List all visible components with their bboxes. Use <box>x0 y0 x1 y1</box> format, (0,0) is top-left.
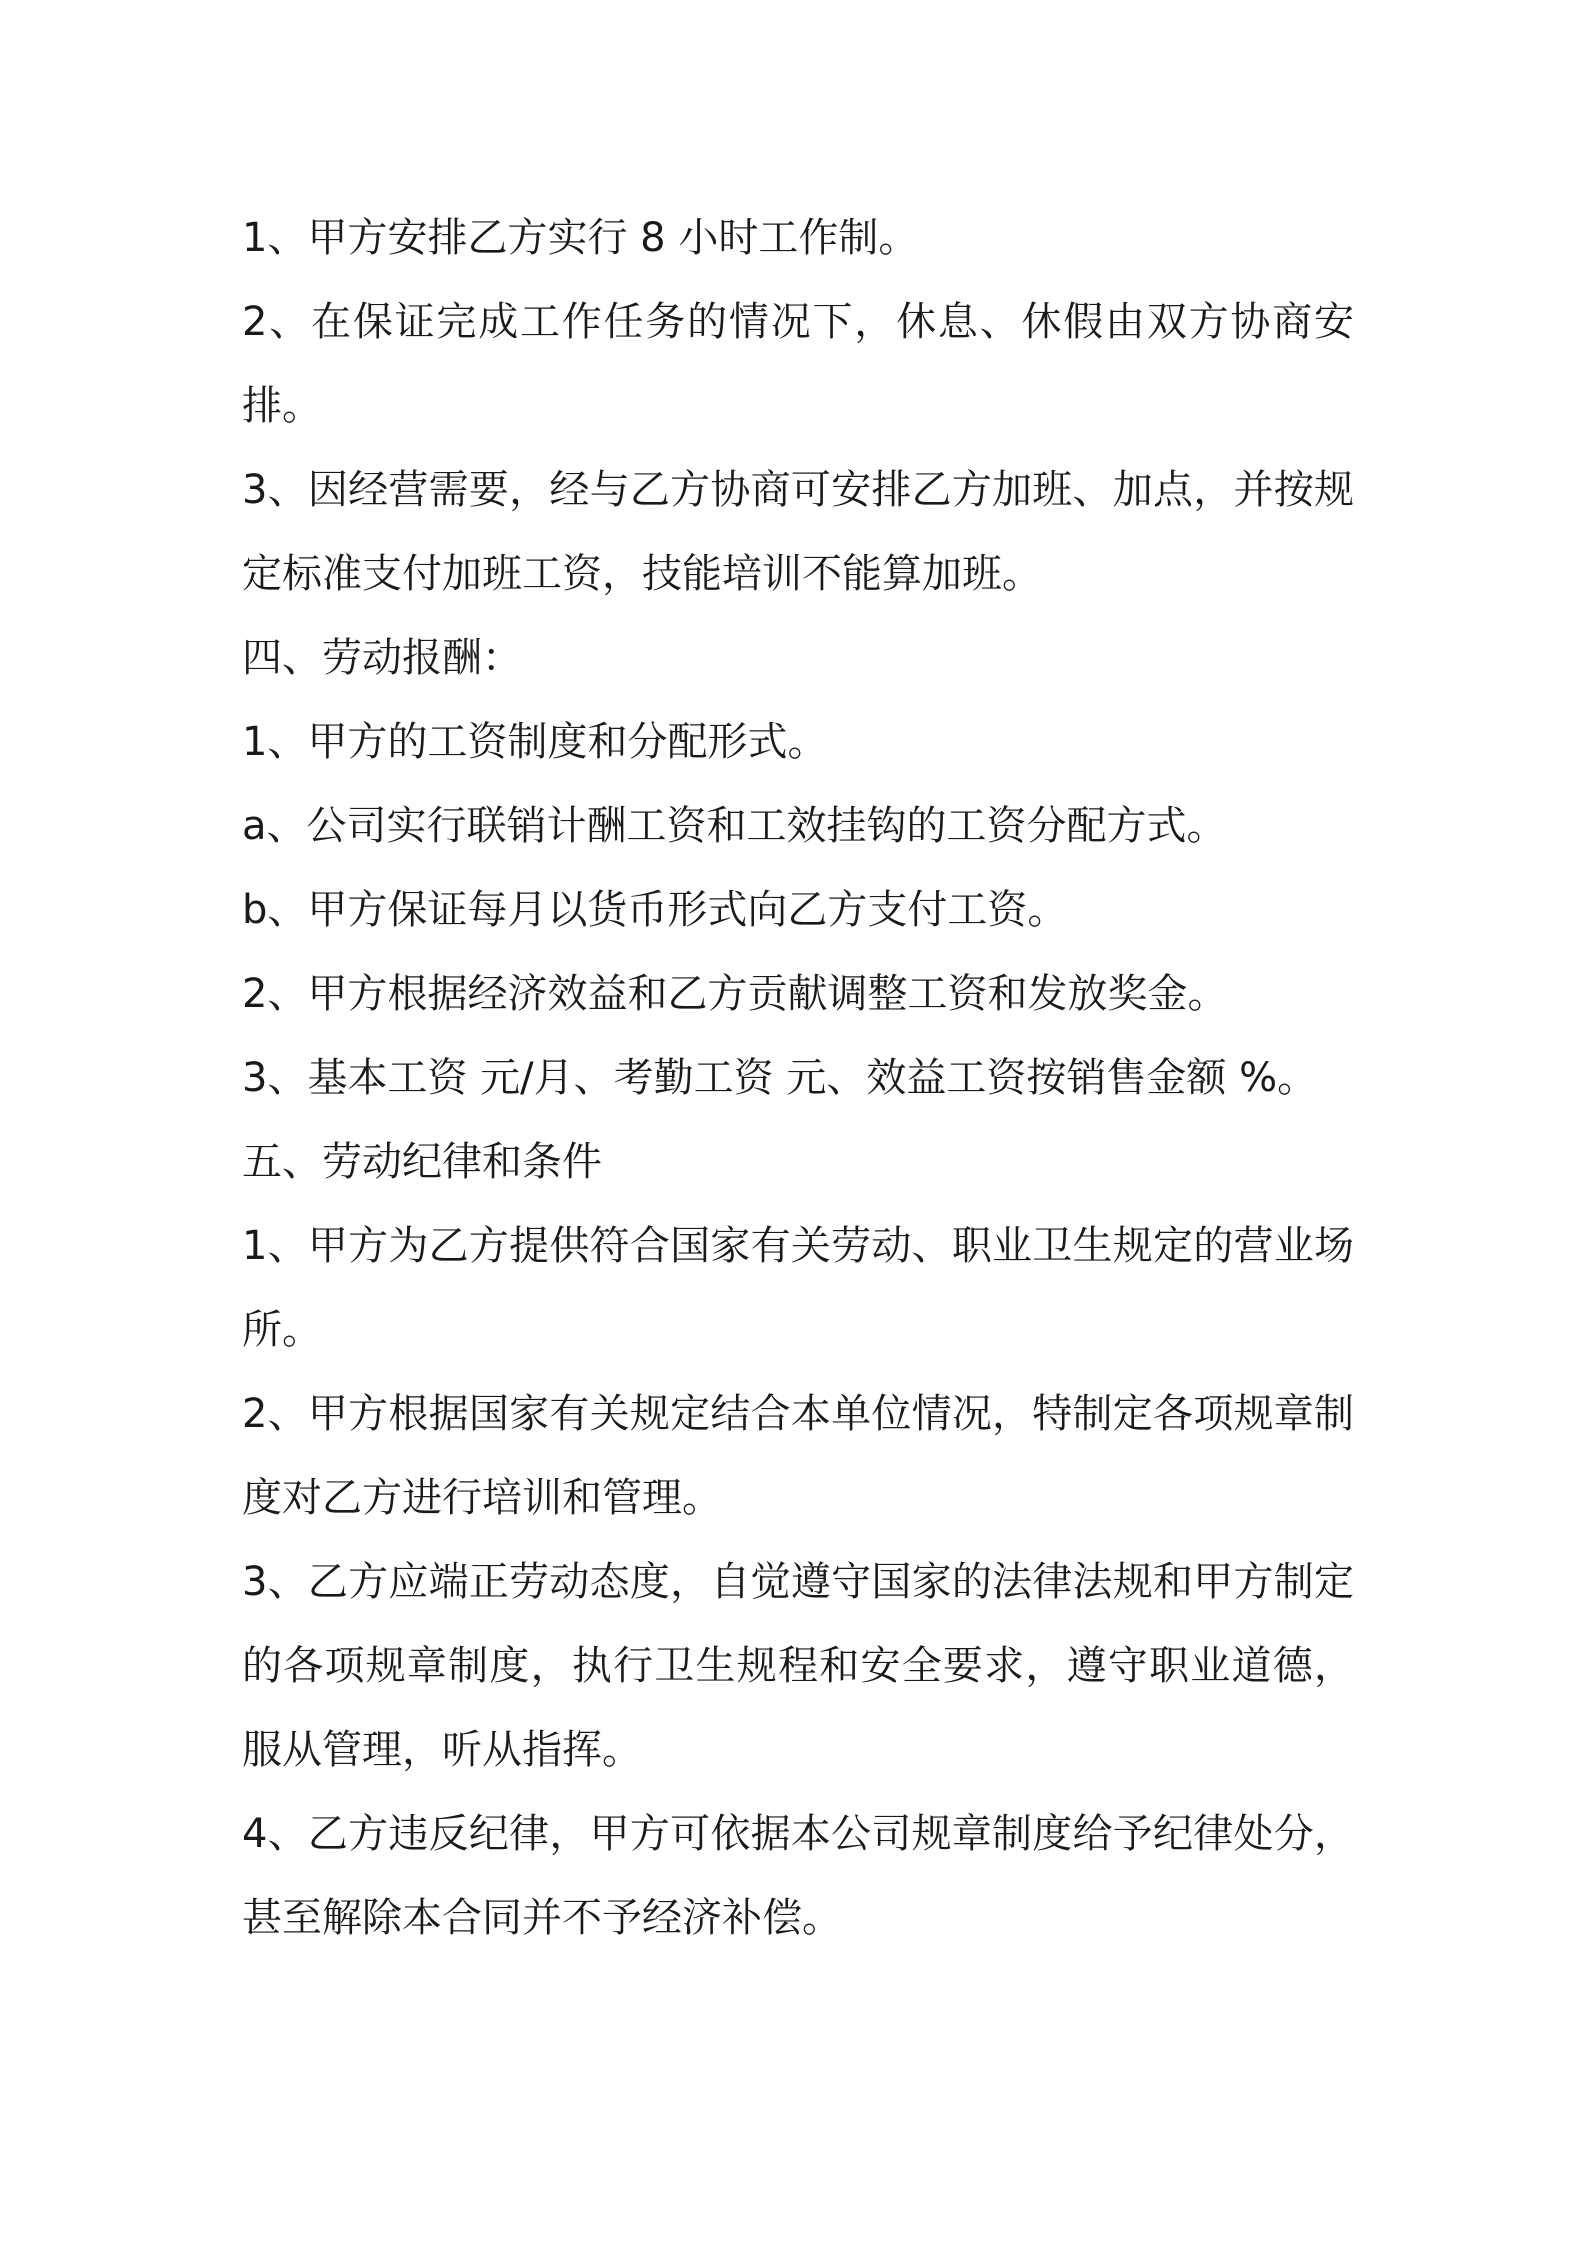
paragraph-basic-wage: 3、基本工资 元/月、考勤工资 元、效益工资按销售金额 %。 <box>242 1055 1318 1101</box>
section-heading-discipline: 五、劳动纪律和条件 <box>242 1139 602 1185</box>
document-body <box>242 196 1354 1960</box>
paragraph-wage-system: 1、甲方的工资制度和分配形式。 <box>242 719 828 765</box>
paragraph-rest-leave: 2、在保证完成工作任务的情况下，休息、休假由双方协商安排。 <box>242 299 1354 429</box>
paragraph-work-hours: 1、甲方安排乙方实行 8 小时工作制。 <box>242 215 919 261</box>
paragraph-wage-adjustment: 2、甲方根据经济效益和乙方贡献调整工资和发放奖金。 <box>242 971 1228 1017</box>
paragraph-regulations: 2、甲方根据国家有关规定结合本单位情况，特制定各项规章制度对乙方进行培训和管理。 <box>242 1391 1354 1521</box>
paragraph-workplace: 1、甲方为乙方提供符合国家有关劳动、职业卫生规定的营业场所。 <box>242 1223 1354 1353</box>
section-heading-remuneration: 四、劳动报酬： <box>242 635 522 681</box>
paragraph-overtime: 3、因经营需要，经与乙方协商可安排乙方加班、加点，并按规定标准支付加班工资，技能培训不能算加班。 <box>242 467 1354 597</box>
paragraph-disciplinary-action: 4、乙方违反纪律，甲方可依据本公司规章制度给予纪律处分，甚至解除本合同并不予经济补偿。 <box>242 1811 1354 1941</box>
paragraph-wage-distribution: a、公司实行联销计酬工资和工效挂钩的工资分配方式。 <box>242 803 1227 849</box>
paragraph-employee-conduct: 3、乙方应端正劳动态度，自觉遵守国家的法律法规和甲方制定的各项规章制度，执行卫生规程和安全要求，遵守职业道德，服从管理，听从指挥。 <box>242 1559 1354 1773</box>
paragraph-monthly-payment: b、甲方保证每月以货币形式向乙方支付工资。 <box>242 887 1068 933</box>
